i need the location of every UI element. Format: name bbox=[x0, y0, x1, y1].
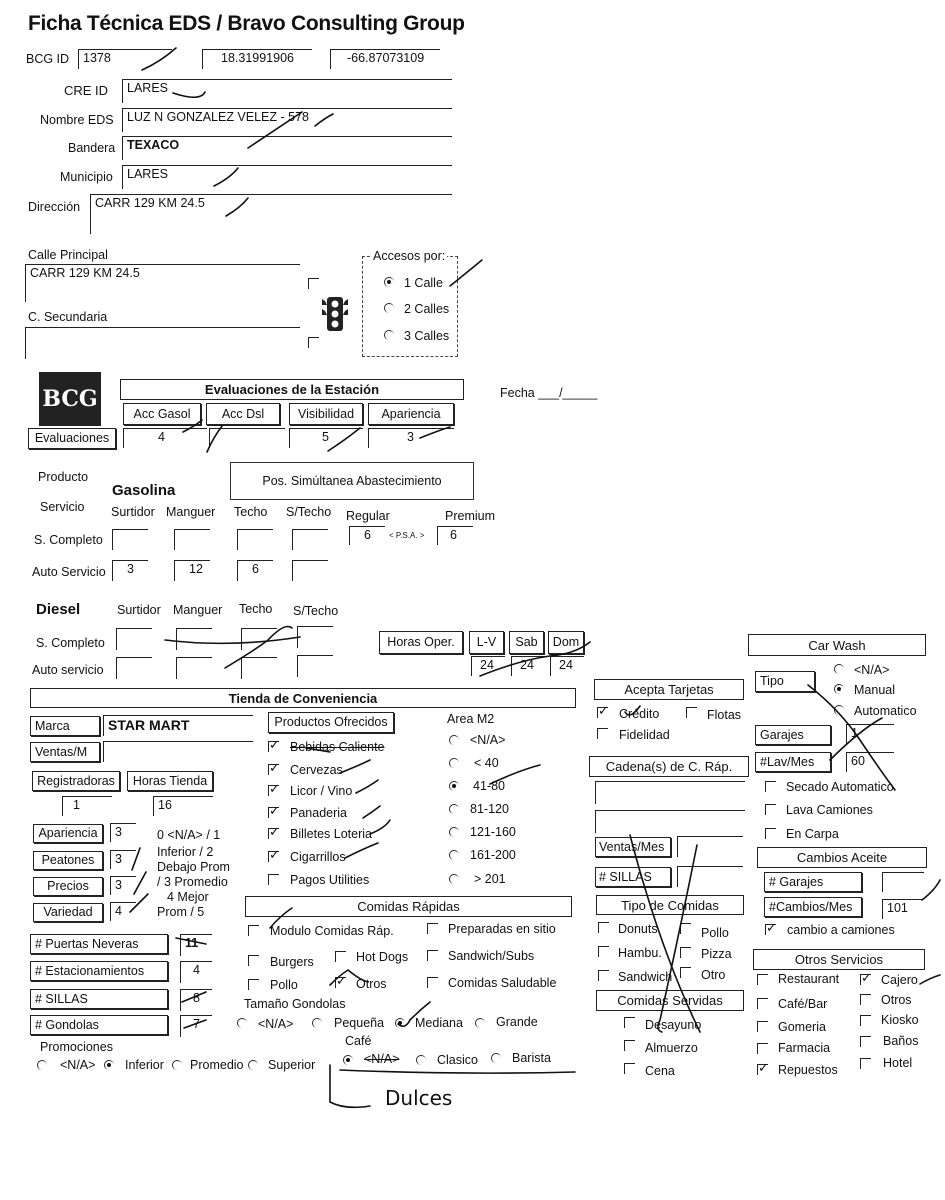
carwash-title: Car Wash bbox=[748, 634, 926, 656]
cadena-sillas-label: # SILLAS bbox=[595, 867, 671, 887]
gas-completo-surtidor[interactable] bbox=[112, 529, 148, 550]
cadena-title: Cadena(s) de C. Ráp. bbox=[589, 756, 749, 777]
otros-cr-label: Otros bbox=[356, 977, 387, 991]
accesos-label: Accesos por: bbox=[373, 249, 446, 263]
gas-auto-label: Auto Servicio bbox=[32, 565, 106, 579]
secado-label: Secado Automatico bbox=[786, 780, 894, 794]
calle-principal-checkbox[interactable] bbox=[308, 278, 319, 289]
prod-utilities-checkbox[interactable] bbox=[268, 874, 279, 885]
cafe-clasico-label: Clasico bbox=[437, 1053, 478, 1067]
servidas-title: Comidas Servidas bbox=[596, 990, 744, 1011]
kiosko-label: Kiosko bbox=[881, 1013, 919, 1027]
prod-panaderia-checkbox[interactable] bbox=[268, 807, 279, 818]
gas-completo-stecho[interactable] bbox=[292, 529, 328, 550]
otro-tc-checkbox[interactable] bbox=[680, 967, 691, 978]
promo-superior-label: Superior bbox=[268, 1058, 316, 1072]
longitude-field[interactable]: -66.87073109 bbox=[330, 49, 440, 69]
otros-title: Otros Servicios bbox=[753, 949, 925, 970]
dsl-surtidor-header: Surtidor bbox=[117, 603, 161, 617]
cafe-barista-label: Barista bbox=[512, 1051, 551, 1065]
ventas-label: Ventas/M bbox=[30, 742, 100, 762]
gond-grande-radio[interactable] bbox=[475, 1018, 485, 1028]
psa-label: < P.S.A. > bbox=[389, 531, 425, 540]
secado-checkbox[interactable] bbox=[765, 781, 776, 792]
en-carpa-checkbox[interactable] bbox=[765, 828, 776, 839]
dsl-auto-manguer[interactable] bbox=[176, 657, 212, 679]
area-161-200-label: 161-200 bbox=[470, 848, 516, 862]
dsl-completo-manguer[interactable] bbox=[176, 628, 212, 650]
variedad-value[interactable]: 4 bbox=[110, 902, 136, 921]
calle-secundaria-label: C. Secundaria bbox=[28, 310, 108, 324]
gas-completo-techo[interactable] bbox=[237, 529, 273, 550]
gas-auto-surtidor[interactable]: 3 bbox=[112, 560, 148, 581]
prod-loteria-label: Billetes Loteria bbox=[290, 827, 372, 841]
calle-principal-label: Calle Principal bbox=[28, 248, 108, 262]
kiosko-checkbox[interactable] bbox=[860, 1015, 871, 1026]
prod-cervezas-label: Cervezas bbox=[290, 763, 343, 777]
cre-id-label: CRE ID bbox=[64, 83, 109, 98]
flotas-checkbox[interactable] bbox=[686, 707, 697, 718]
municipio-label: Municipio bbox=[60, 170, 113, 184]
acceso-1-label: 1 Calle bbox=[404, 276, 443, 290]
gomeria-checkbox[interactable] bbox=[757, 1021, 768, 1032]
hambu-label: Hambu. bbox=[618, 946, 662, 960]
peatones-value[interactable]: 3 bbox=[110, 850, 136, 869]
gond-na-label: <N/A> bbox=[258, 1017, 294, 1031]
repuestos-label: Repuestos bbox=[778, 1063, 838, 1077]
donuts-checkbox[interactable] bbox=[598, 922, 609, 933]
prod-bebidas-label: Bebidas Caliente bbox=[290, 740, 385, 754]
acceso-3-radio[interactable] bbox=[384, 330, 394, 340]
gond-mediana-radio[interactable] bbox=[395, 1018, 405, 1028]
horas-lv-value[interactable]: 24 bbox=[471, 656, 505, 676]
cena-label: Cena bbox=[645, 1064, 675, 1078]
prod-panaderia-label: Panaderia bbox=[290, 806, 347, 820]
hotdogs-label: Hot Dogs bbox=[356, 950, 409, 964]
area-201-label: > 201 bbox=[474, 872, 506, 886]
banos-label: Baños bbox=[883, 1034, 919, 1048]
carwash-auto-radio[interactable] bbox=[834, 705, 844, 715]
tarjetas-title: Acepta Tarjetas bbox=[594, 679, 744, 700]
servicio-label: Servicio bbox=[40, 500, 85, 514]
calle-secundaria-field[interactable] bbox=[25, 327, 300, 359]
hotel-label: Hotel bbox=[883, 1056, 913, 1070]
handwritten-note: Dulces bbox=[385, 1086, 453, 1110]
calle-principal-field[interactable]: CARR 129 KM 24.5 bbox=[25, 264, 300, 302]
cadena-ventas-label: Ventas/Mes bbox=[595, 837, 671, 857]
horas-sab-header: Sab bbox=[509, 631, 544, 654]
promo-na-radio[interactable] bbox=[37, 1060, 47, 1070]
direccion-label: Dirección bbox=[28, 200, 81, 214]
dsl-stecho-header: S/Techo bbox=[293, 604, 339, 618]
area-41-80-radio[interactable] bbox=[449, 781, 459, 791]
carwash-garajes-label: Garajes bbox=[755, 725, 831, 745]
nombre-label: Nombre EDS bbox=[40, 113, 114, 127]
visibilidad-value[interactable]: 5 bbox=[289, 428, 363, 448]
peatones-label: Peatones bbox=[33, 851, 103, 870]
carwash-auto-label: Automatico bbox=[854, 704, 917, 718]
promo-superior-radio[interactable] bbox=[248, 1060, 258, 1070]
gas-auto-manguer[interactable]: 12 bbox=[174, 560, 210, 581]
lava-camiones-label: Lava Camiones bbox=[786, 803, 873, 817]
estacionamientos-value[interactable]: 4 bbox=[180, 961, 212, 983]
lava-camiones-checkbox[interactable] bbox=[765, 804, 776, 815]
acceso-2-radio[interactable] bbox=[384, 303, 394, 313]
pollo-cr-checkbox[interactable] bbox=[248, 979, 259, 990]
saludable-checkbox[interactable] bbox=[427, 977, 438, 988]
pollo-tc-label: Pollo bbox=[701, 926, 729, 940]
cafe-na-radio[interactable] bbox=[343, 1055, 353, 1065]
productos-title: Productos Ofrecidos bbox=[268, 712, 394, 733]
bcg-logo: BCG bbox=[39, 372, 101, 426]
desayuno-checkbox[interactable] bbox=[624, 1017, 635, 1028]
acceso-2-label: 2 Calles bbox=[404, 302, 450, 316]
area-121-160-label: 121-160 bbox=[470, 825, 516, 839]
variedad-label: Variedad bbox=[33, 903, 103, 922]
scale-line-5: 4 Mejor bbox=[167, 890, 209, 904]
pollo-tc-checkbox[interactable] bbox=[680, 923, 691, 934]
cena-checkbox[interactable] bbox=[624, 1063, 635, 1074]
gas-surtidor-header: Surtidor bbox=[111, 505, 155, 519]
cajero-label: Cajero bbox=[881, 973, 918, 987]
promo-promedio-label: Promedio bbox=[190, 1058, 244, 1072]
area-201-radio[interactable] bbox=[449, 874, 459, 884]
carwash-na-radio[interactable] bbox=[834, 664, 844, 674]
comidas-title: Comidas Rápidas bbox=[245, 896, 572, 917]
otros-cr-checkbox[interactable] bbox=[335, 977, 346, 988]
evaluaciones-title: Evaluaciones de la Estación bbox=[120, 379, 464, 400]
acc-dsl-header: Acc Dsl bbox=[206, 403, 280, 425]
area-title: Area M2 bbox=[447, 712, 495, 726]
promo-inferior-label: Inferior bbox=[125, 1058, 164, 1072]
registradoras-value[interactable]: 1 bbox=[62, 796, 112, 816]
fidelidad-label: Fidelidad bbox=[619, 728, 670, 742]
scale-line-1: 0 <N/A> / 1 bbox=[157, 828, 221, 842]
bandera-label: Bandera bbox=[68, 141, 116, 155]
pizza-label: Pizza bbox=[701, 947, 732, 961]
bandera-field[interactable]: TEXACO bbox=[122, 136, 452, 160]
pollo-cr-label: Pollo bbox=[270, 978, 298, 992]
cadena-sillas-value[interactable] bbox=[677, 866, 743, 887]
ventas-value[interactable] bbox=[103, 741, 253, 762]
horas-dom-value[interactable]: 24 bbox=[550, 656, 584, 676]
prod-licor-label: Licor / Vino bbox=[290, 784, 353, 798]
area-na-radio[interactable] bbox=[449, 735, 459, 745]
fecha-label: Fecha ___/_____ bbox=[500, 386, 598, 400]
scale-line-4: / 3 Promedio bbox=[157, 875, 228, 889]
cadena-field-2[interactable] bbox=[595, 810, 745, 833]
sillas-value[interactable]: 8 bbox=[180, 989, 212, 1011]
hotel-checkbox[interactable] bbox=[860, 1058, 871, 1069]
gas-auto-techo[interactable]: 6 bbox=[237, 560, 273, 581]
nombre-field[interactable]: LUZ N GONZALEZ VELEZ - 578 bbox=[122, 108, 452, 132]
hotdogs-checkbox[interactable] bbox=[335, 951, 346, 962]
credito-label: Crédito bbox=[619, 707, 660, 721]
sandwich-subs-checkbox[interactable] bbox=[427, 950, 438, 961]
promo-promedio-radio[interactable] bbox=[172, 1060, 182, 1070]
prod-cigarrillos-label: Cigarrillos bbox=[290, 850, 346, 864]
en-carpa-label: En Carpa bbox=[786, 827, 839, 841]
dsl-manguer-header: Manguer bbox=[173, 603, 223, 617]
regular-value[interactable]: 6 bbox=[349, 526, 385, 545]
precios-label: Precios bbox=[33, 877, 103, 896]
cafebar-checkbox[interactable] bbox=[757, 998, 768, 1009]
saludable-label: Comidas Saludable bbox=[448, 976, 557, 990]
gas-auto-stecho[interactable] bbox=[292, 560, 328, 581]
prod-loteria-checkbox[interactable] bbox=[268, 828, 279, 839]
dsl-auto-techo[interactable] bbox=[241, 657, 277, 679]
credito-checkbox[interactable] bbox=[597, 707, 608, 718]
precios-value[interactable]: 3 bbox=[110, 876, 136, 895]
area-na-label: <N/A> bbox=[470, 733, 506, 747]
latitude-field[interactable]: 18.31991906 bbox=[202, 49, 312, 69]
area-41-80-label: 41-80 bbox=[473, 779, 505, 793]
pos-simultanea-label: Pos. Simúltanea Abastecimiento bbox=[230, 462, 474, 500]
area-40-label: < 40 bbox=[474, 756, 499, 770]
otros-serv-label: Otros bbox=[881, 993, 912, 1007]
calle-secundaria-checkbox[interactable] bbox=[308, 337, 319, 348]
regular-label: Regular bbox=[346, 509, 390, 523]
cafe-na-label: <N/A> bbox=[364, 1052, 400, 1066]
dsl-auto-label: Auto servicio bbox=[32, 663, 104, 677]
modulo-checkbox[interactable] bbox=[248, 925, 259, 936]
marca-label: Marca bbox=[30, 716, 100, 736]
gas-completo-label: S. Completo bbox=[34, 533, 103, 547]
aceite-camiones-label: cambio a camiones bbox=[787, 923, 895, 937]
gond-pequena-radio[interactable] bbox=[312, 1018, 322, 1028]
gomeria-label: Gomeria bbox=[778, 1020, 826, 1034]
puertas-neveras-value[interactable]: 11 bbox=[180, 934, 212, 956]
dsl-auto-stecho[interactable] bbox=[297, 655, 333, 677]
apariencia-tienda-value[interactable]: 3 bbox=[110, 823, 136, 842]
carwash-lav-label: #Lav/Mes bbox=[755, 752, 831, 772]
modulo-label: Modulo Comidas Ráp. bbox=[270, 924, 394, 938]
cadena-field-1[interactable] bbox=[595, 781, 745, 804]
carwash-tipo-label: Tipo bbox=[755, 671, 815, 692]
evaluaciones-tab[interactable]: Evaluaciones bbox=[28, 428, 116, 449]
area-40-radio[interactable] bbox=[449, 758, 459, 768]
direccion-field[interactable]: CARR 129 KM 24.5 bbox=[90, 194, 452, 234]
horas-lv-header: L-V bbox=[469, 631, 504, 654]
prod-cervezas-checkbox[interactable] bbox=[268, 764, 279, 775]
premium-value[interactable]: 6 bbox=[437, 526, 473, 545]
aceite-garajes-label: # Garajes bbox=[764, 872, 862, 892]
gond-mediana-label: Mediana bbox=[415, 1016, 463, 1030]
apariencia-value[interactable]: 3 bbox=[368, 428, 454, 448]
gasolina-title: Gasolina bbox=[112, 482, 176, 499]
preparadas-label: Preparadas en sitio bbox=[448, 922, 556, 936]
marca-value[interactable]: STAR MART bbox=[103, 715, 253, 736]
gond-grande-label: Grande bbox=[496, 1015, 538, 1029]
burgers-checkbox[interactable] bbox=[248, 955, 259, 966]
tienda-title: Tienda de Conveniencia bbox=[30, 688, 576, 708]
restaurant-checkbox[interactable] bbox=[757, 974, 768, 985]
carwash-manual-radio[interactable] bbox=[834, 684, 844, 694]
hambu-checkbox[interactable] bbox=[598, 946, 609, 957]
dsl-completo-surtidor[interactable] bbox=[116, 628, 152, 650]
sandwich-label: Sandwich bbox=[618, 970, 673, 984]
acc-gasol-value[interactable]: 4 bbox=[123, 428, 207, 448]
otros-serv-checkbox[interactable] bbox=[860, 994, 871, 1005]
donuts-label: Donuts bbox=[618, 922, 658, 936]
promo-inferior-radio[interactable] bbox=[104, 1060, 114, 1070]
cafe-label: Café bbox=[345, 1034, 372, 1048]
horas-tienda-label: Horas Tienda bbox=[127, 771, 213, 791]
gas-completo-manguer[interactable] bbox=[174, 529, 210, 550]
cre-id-field[interactable]: LARES bbox=[122, 79, 452, 103]
almuerzo-label: Almuerzo bbox=[645, 1041, 698, 1055]
gondolas-size-label: Tamaño Gondolas bbox=[244, 997, 346, 1011]
preparadas-checkbox[interactable] bbox=[427, 923, 438, 934]
gond-pequena-label: Pequeña bbox=[334, 1016, 385, 1030]
acc-dsl-value[interactable] bbox=[209, 428, 285, 448]
cafe-barista-radio[interactable] bbox=[491, 1053, 501, 1063]
acc-gasol-header: Acc Gasol bbox=[123, 403, 201, 425]
carwash-garajes-value[interactable]: 1 bbox=[846, 724, 894, 744]
premium-label: Premium bbox=[445, 509, 496, 523]
otro-tc-label: Otro bbox=[701, 968, 726, 982]
cafe-clasico-radio[interactable] bbox=[416, 1055, 426, 1065]
farmacia-label: Farmacia bbox=[778, 1041, 831, 1055]
prod-licor-checkbox[interactable] bbox=[268, 785, 279, 796]
sillas-label: # SILLAS bbox=[30, 989, 168, 1009]
repuestos-checkbox[interactable] bbox=[757, 1064, 768, 1075]
aceite-camiones-checkbox[interactable] bbox=[765, 924, 776, 935]
horas-dom-header: Dom bbox=[548, 631, 584, 654]
restaurant-label: Restaurant bbox=[778, 972, 840, 986]
bcg-id-field[interactable]: 1378 bbox=[78, 49, 172, 69]
aceite-title: Cambios Aceite bbox=[757, 847, 927, 868]
burgers-label: Burgers bbox=[270, 955, 314, 969]
fidelidad-checkbox[interactable] bbox=[597, 728, 608, 739]
carwash-na-label: <N/A> bbox=[854, 663, 890, 677]
dsl-completo-techo[interactable] bbox=[241, 628, 277, 650]
puertas-neveras-label: # Puertas Neveras bbox=[30, 934, 168, 954]
area-81-120-label: 81-120 bbox=[470, 802, 509, 816]
producto-label: Producto bbox=[38, 470, 89, 484]
sandwich-checkbox[interactable] bbox=[598, 970, 609, 981]
sandwich-subs-label: Sandwich/Subs bbox=[448, 949, 535, 963]
promociones-label: Promociones bbox=[40, 1040, 113, 1054]
horas-tienda-value[interactable]: 16 bbox=[153, 796, 213, 816]
registradoras-label: Registradoras bbox=[32, 771, 120, 791]
flotas-label: Flotas bbox=[707, 708, 742, 722]
almuerzo-checkbox[interactable] bbox=[624, 1040, 635, 1051]
acceso-1-radio[interactable] bbox=[384, 277, 394, 287]
gond-na-radio[interactable] bbox=[237, 1018, 247, 1028]
area-121-160-radio[interactable] bbox=[449, 827, 459, 837]
page-title: Ficha Técnica EDS / Bravo Consulting Group bbox=[28, 12, 465, 35]
dsl-completo-stecho[interactable] bbox=[297, 626, 333, 648]
aceite-garajes-value[interactable] bbox=[882, 872, 924, 892]
cafebar-label: Café/Bar bbox=[778, 997, 828, 1011]
banos-checkbox[interactable] bbox=[860, 1036, 871, 1047]
gondolas-label: # Gondolas bbox=[30, 1015, 168, 1035]
horas-oper-label: Horas Oper. bbox=[379, 631, 463, 654]
scale-line-3: Debajo Prom bbox=[157, 860, 230, 874]
prod-utilities-label: Pagos Utilities bbox=[290, 873, 370, 887]
apariencia-header: Apariencia bbox=[368, 403, 454, 425]
prod-bebidas-checkbox[interactable] bbox=[268, 741, 279, 752]
carwash-manual-label: Manual bbox=[854, 683, 895, 697]
promo-na-label: <N/A> bbox=[60, 1058, 96, 1072]
dsl-completo-label: S. Completo bbox=[36, 636, 105, 650]
gas-techo-header: Techo bbox=[234, 505, 268, 519]
dsl-techo-header: Techo bbox=[239, 602, 273, 616]
area-161-200-radio[interactable] bbox=[449, 850, 459, 860]
farmacia-checkbox[interactable] bbox=[757, 1043, 768, 1054]
visibilidad-header: Visibilidad bbox=[289, 403, 363, 425]
acceso-3-label: 3 Calles bbox=[404, 329, 450, 343]
municipio-field[interactable]: LARES bbox=[122, 165, 452, 189]
horas-sab-value[interactable]: 24 bbox=[511, 656, 545, 676]
apariencia-tienda-label: Apariencia bbox=[33, 824, 103, 843]
desayuno-label: Desayuno bbox=[645, 1018, 702, 1032]
area-81-120-radio[interactable] bbox=[449, 804, 459, 814]
scale-line-2: Inferior / 2 bbox=[157, 845, 214, 859]
dsl-auto-surtidor[interactable] bbox=[116, 657, 152, 679]
gas-stecho-header: S/Techo bbox=[286, 505, 332, 519]
gas-manguer-header: Manguer bbox=[166, 505, 216, 519]
prod-cigarrillos-checkbox[interactable] bbox=[268, 851, 279, 862]
scale-line-6: Prom / 5 bbox=[157, 905, 205, 919]
estacionamientos-label: # Estacionamientos bbox=[30, 961, 168, 981]
aceite-cambios-label: #Cambios/Mes bbox=[764, 897, 862, 917]
tipo-comidas-title: Tipo de Comidas bbox=[596, 895, 744, 915]
cajero-checkbox[interactable] bbox=[860, 974, 871, 985]
carwash-lav-value[interactable]: 60 bbox=[846, 752, 894, 772]
cadena-ventas-value[interactable] bbox=[677, 836, 743, 857]
diesel-title: Diesel bbox=[36, 601, 81, 618]
traffic-light-icon bbox=[322, 297, 348, 331]
aceite-cambios-value[interactable]: 101 bbox=[882, 899, 922, 919]
bcg-id-label: BCG ID bbox=[26, 52, 70, 66]
pizza-checkbox[interactable] bbox=[680, 947, 691, 958]
gondolas-value[interactable]: 7 bbox=[180, 1015, 212, 1037]
